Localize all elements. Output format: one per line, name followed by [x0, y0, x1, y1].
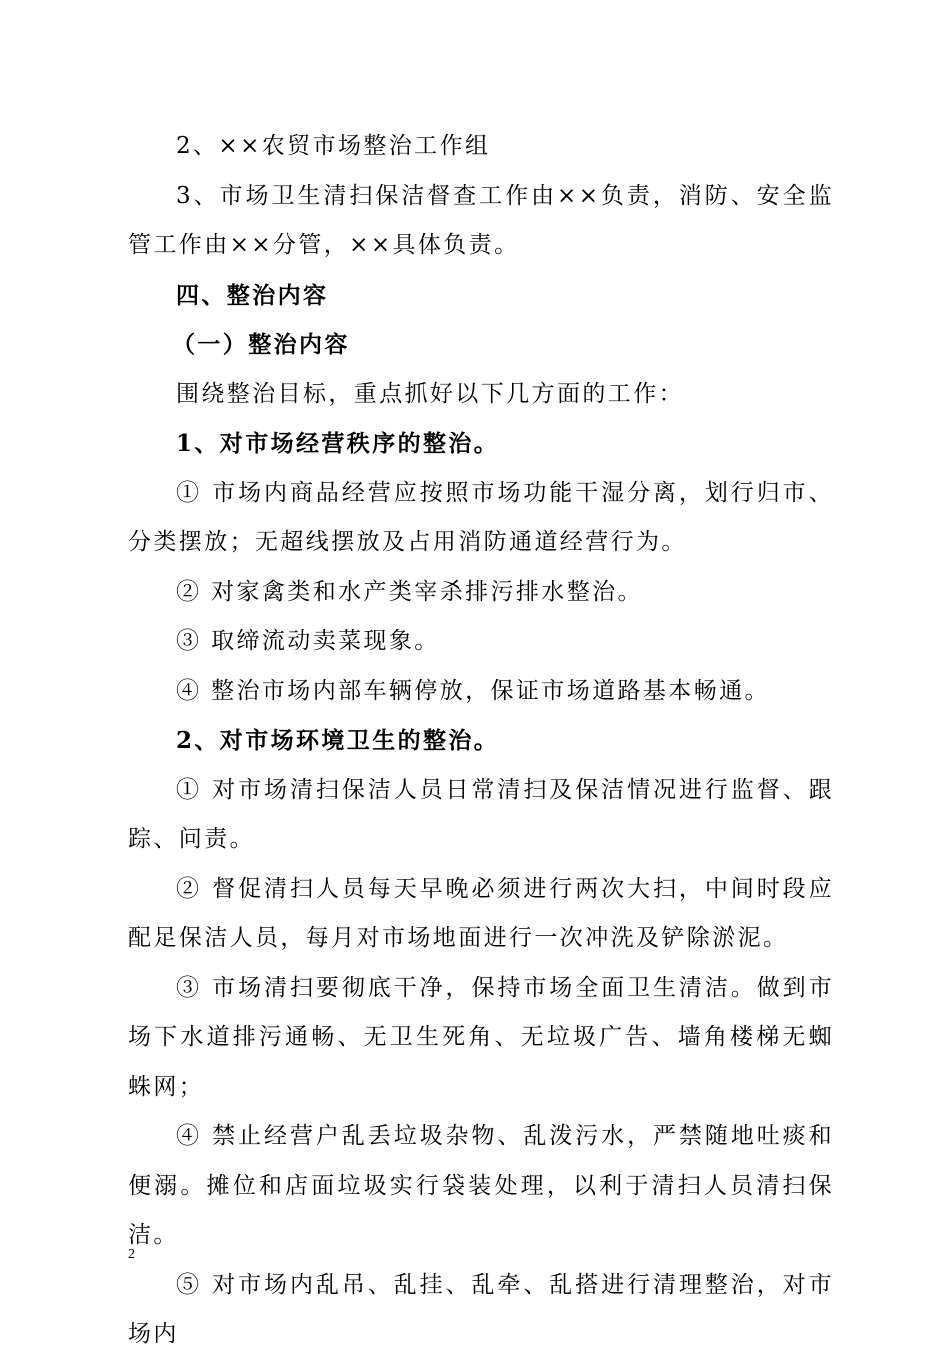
- list-item: ⑤ 对市场内乱吊、乱挂、乱牵、乱搭进行清理整治，对市场内: [128, 1271, 834, 1347]
- list-item: ④ 禁止经营户乱丢垃圾杂物、乱泼污水，严禁随地吐痰和便溺。摊位和店面垃圾实行袋装处理，以利于清扫人员清扫保洁。: [128, 1123, 834, 1248]
- paragraph-supervision: 3、市场卫生清扫保洁督查工作由××负责，消防、安全监管工作由××分管，××具体负责。: [128, 182, 834, 258]
- item-heading-hygiene: 2、对市场环境卫生的整治。: [176, 727, 500, 754]
- section-heading-content: 四、整治内容: [176, 281, 329, 309]
- document-body: [128, 122, 834, 1360]
- list-item: ① 市场内商品经营应按照市场功能干湿分离，划行归市、分类摆放；无超线摆放及占用消防通道经营行为。: [128, 479, 834, 555]
- list-item: ③ 取缔流动卖菜现象。: [176, 628, 440, 654]
- list-item: ④ 整治市场内部车辆停放，保证市场道路基本畅通。: [176, 677, 770, 704]
- paragraph-intro: 围绕整治目标，重点抓好以下几方面的工作：: [176, 380, 684, 407]
- list-item: ② 督促清扫人员每天早晚必须进行两次大扫，中间时段应配足保洁人员，每月对市场地面进行一次冲洗及铲除淤泥。: [128, 875, 834, 951]
- list-item: ① 对市场清扫保洁人员日常清扫及保洁情况进行监督、跟踪、问责。: [128, 776, 834, 852]
- item-heading-order: 1、对市场经营秩序的整治。: [176, 430, 500, 457]
- list-item: ③ 市场清扫要彻底干净，保持市场全面卫生清洁。做到市场下水道排污通畅、无卫生死角、无垃圾广告、墙角楼梯无蜘蛛网；: [128, 974, 834, 1100]
- list-item: ② 对家禽类和水产类宰杀排污排水整治。: [176, 578, 643, 605]
- subsection-heading-content: （一）整治内容: [172, 331, 350, 358]
- page-number: 2: [128, 1247, 135, 1262]
- paragraph-workgroup: 2、××农贸市场整治工作组: [176, 133, 491, 159]
